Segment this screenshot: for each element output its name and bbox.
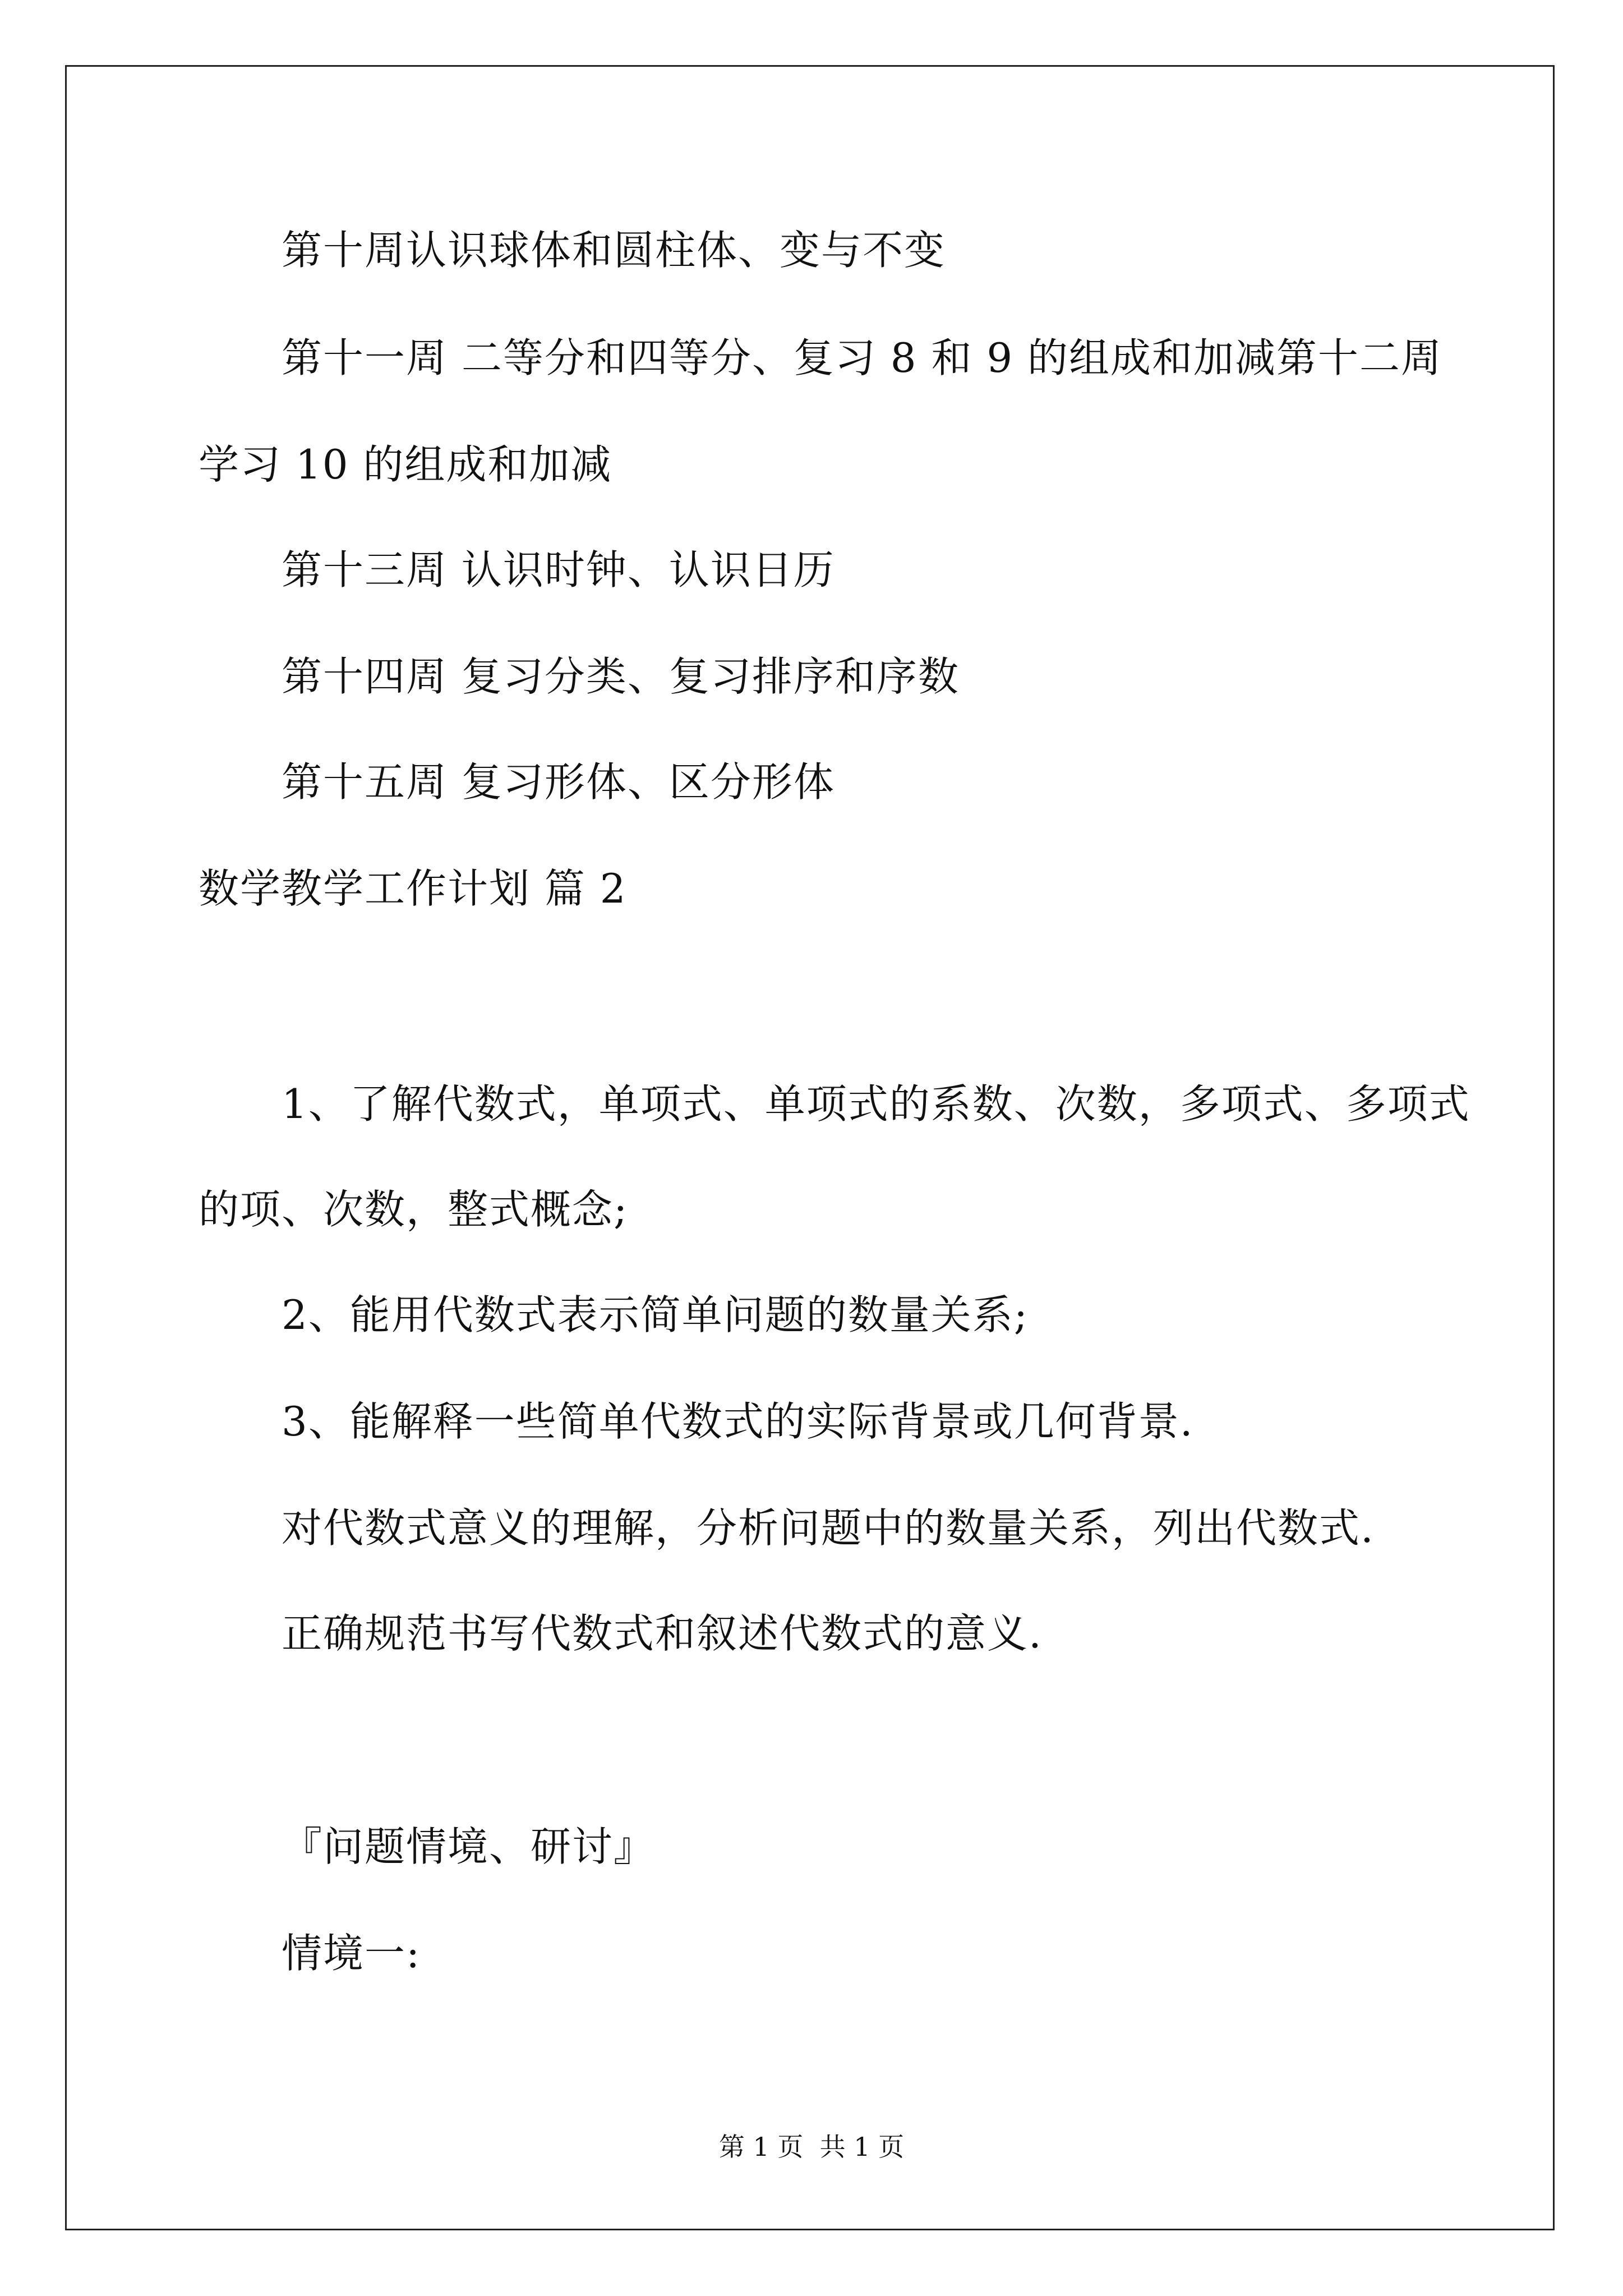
text-line-week12-cont: 学习 10 的组成和加减 (199, 441, 612, 488)
text-line-week15: 第十五周 复习形体、区分形体 (282, 758, 835, 806)
list-item-1: 1、了解代数式，单项式、单项式的系数、次数，多项式、多项式 (282, 1080, 1470, 1128)
text-line-week13: 第十三周 认识时钟、认识日历 (282, 546, 835, 593)
text-line-week10: 第十周认识球体和圆柱体、变与不变 (282, 227, 946, 274)
page-footer: 第 1 页 共 1 页 (718, 2132, 905, 2162)
situation-one-label: 情境一: (282, 1930, 421, 1977)
text-line-week14: 第十四周 复习分类、复习排序和序数 (282, 653, 960, 700)
difficulty-line: 正确规范书写代数式和叙述代数式的意义. (282, 1610, 1043, 1657)
list-item-3: 3、能解释一些简单代数式的实际背景或几何背景. (282, 1398, 1194, 1445)
list-item-2: 2、能用代数式表示简单问题的数量关系; (282, 1291, 1029, 1338)
section-heading: 数学教学工作计划 篇 2 (199, 865, 627, 912)
page-border (65, 65, 1555, 2230)
subheading-problem-situation: 『问题情境、研讨』 (282, 1823, 656, 1870)
key-point-line: 对代数式意义的理解，分析问题中的数量关系，列出代数式. (282, 1504, 1375, 1552)
text-line-week11: 第十一周 二等分和四等分、复习 8 和 9 的组成和加减第十二周 (282, 334, 1443, 381)
list-item-1-cont: 的项、次数，整式概念; (199, 1186, 629, 1233)
